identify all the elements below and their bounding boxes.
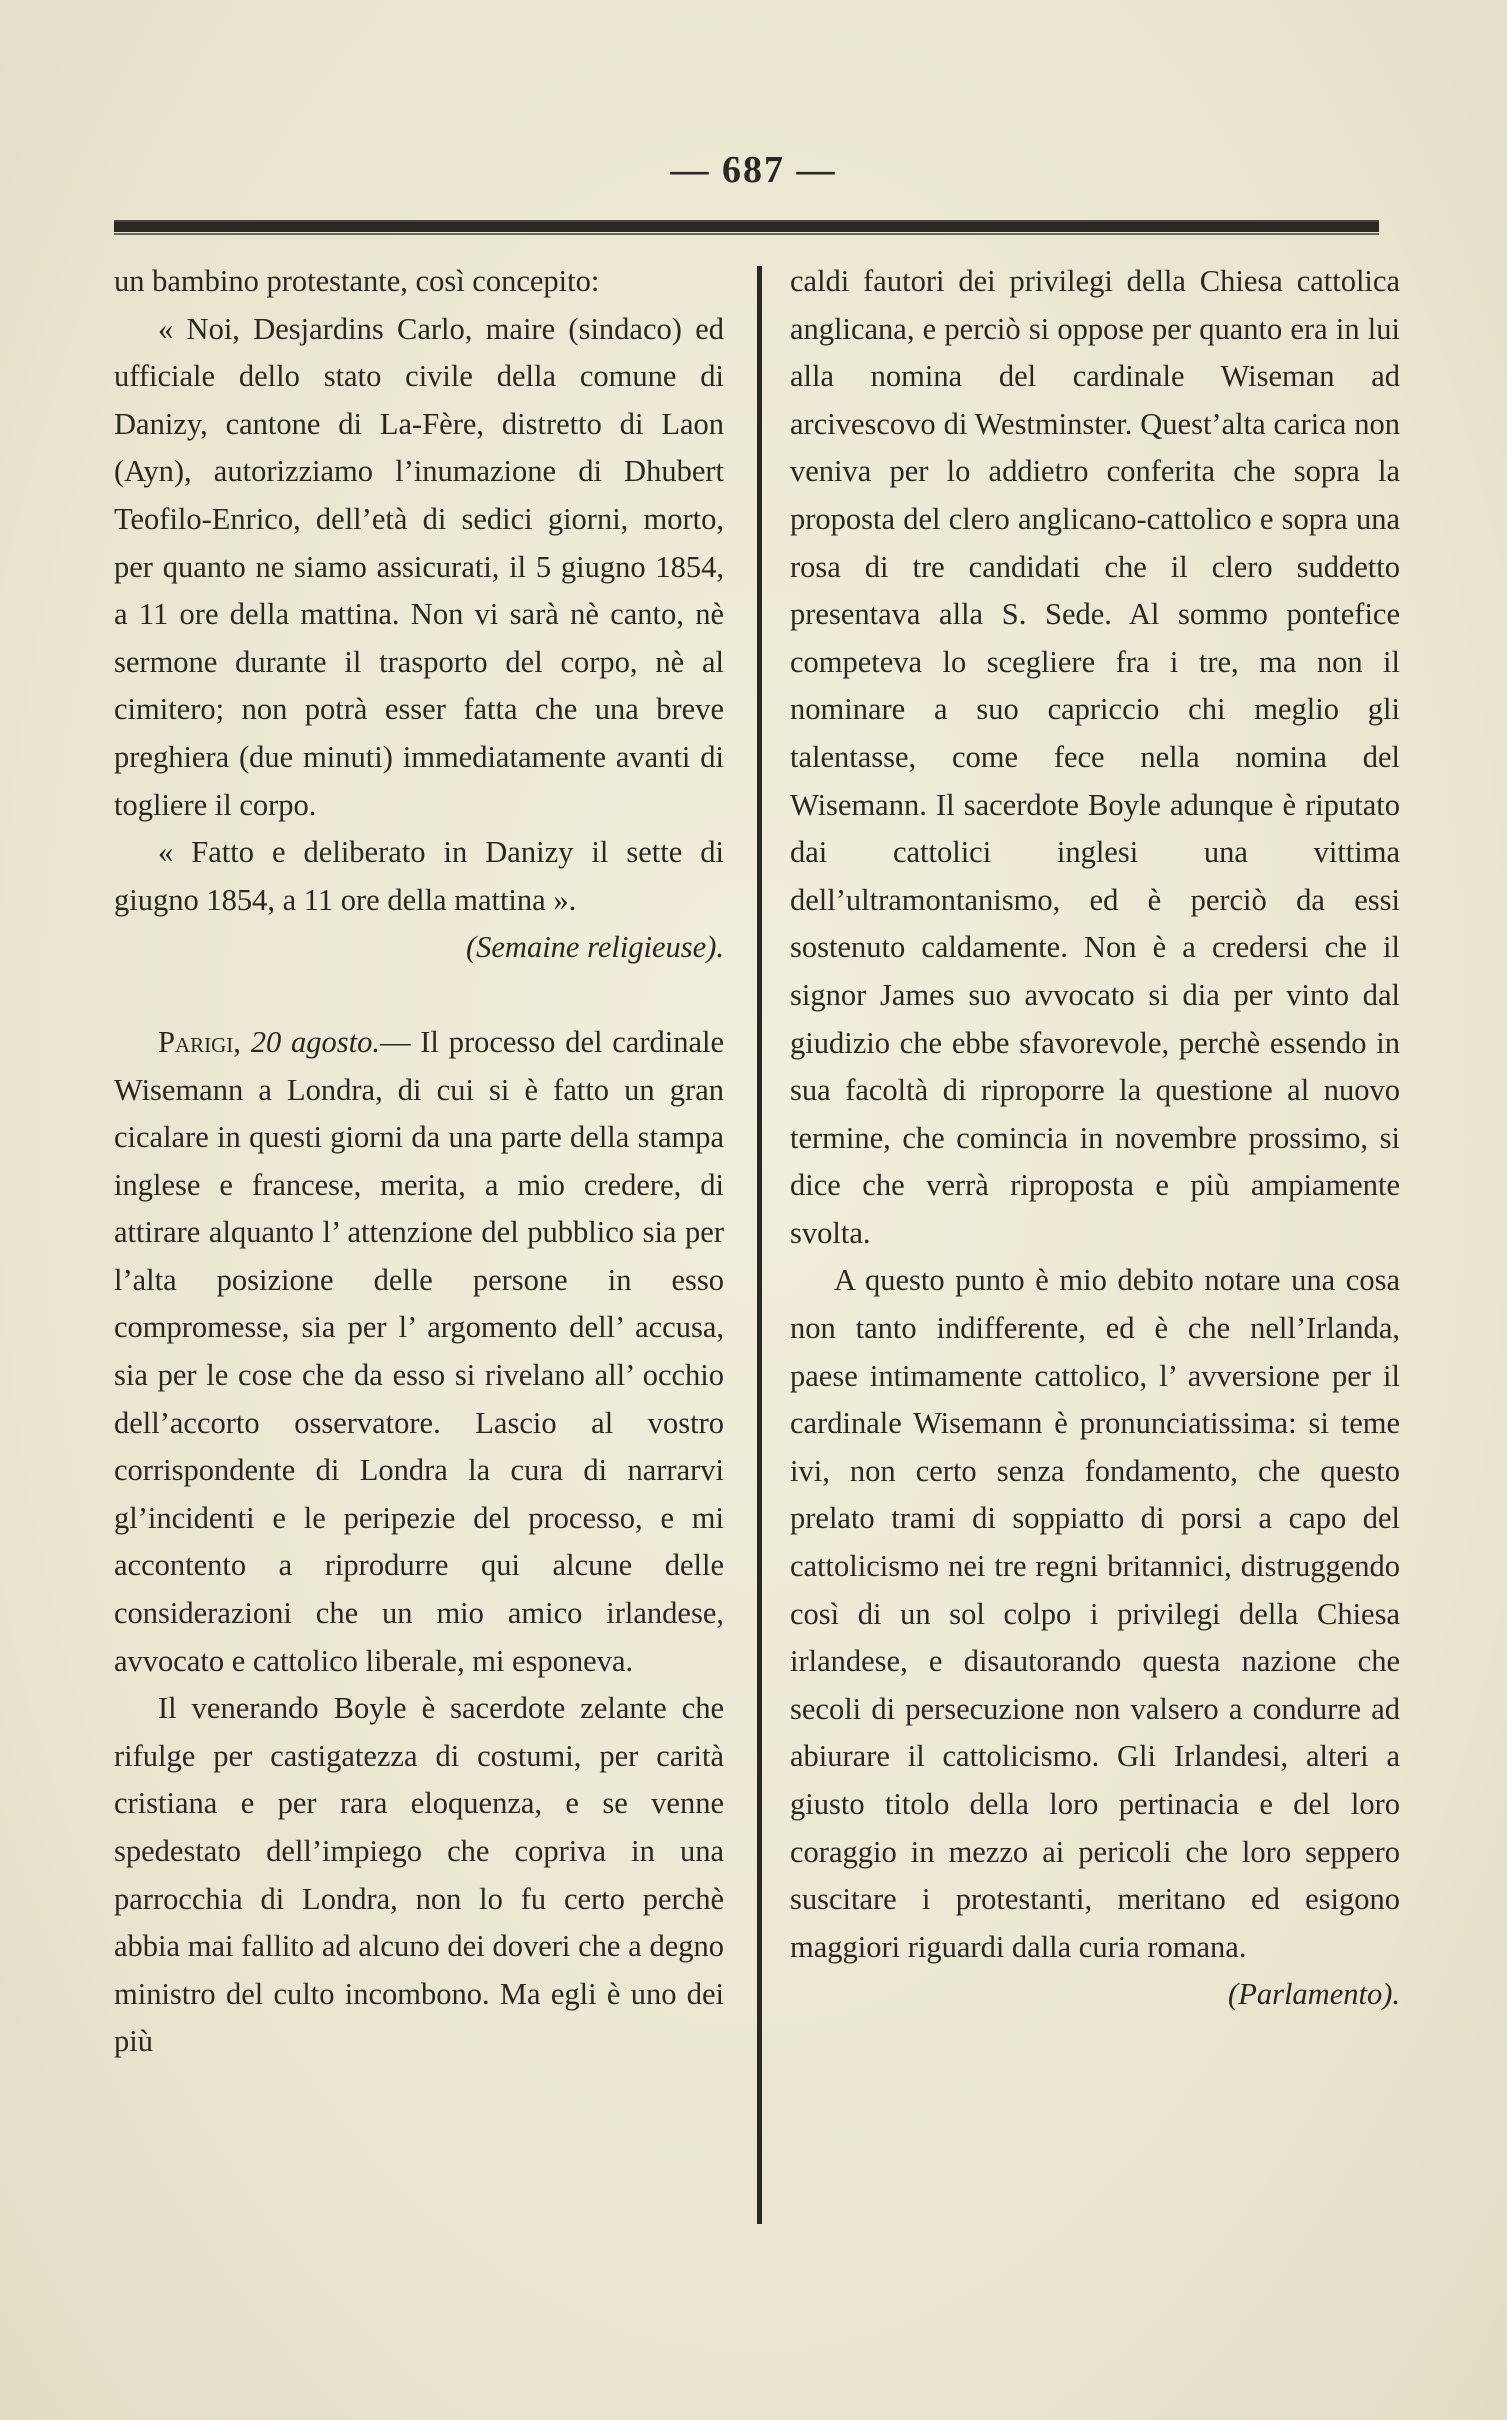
header-rule	[114, 220, 1379, 232]
left-column	[114, 258, 724, 2066]
source-citation: (Parlamento).	[1228, 1977, 1400, 2012]
paragraph-text: — Il processo del cardinale Wisemann a Londra, di cui si è fatto un gran cicalare in questi giorni da una parte della stampa inglese e francese, merita, a mio credere, di attirare alquanto l’ attenzione del pubblico sia per l’alta posizione delle persone in esso compromesse, sia per l’ argomento dell’ accusa, sia per le cose che da esso si rivelano all’ occhio dell’accorto osservatore. Lascio al vostro corrispondente di Londra la cura di narrarvi gl’incidenti e le peripezie del processo, e mi accontento a riprodurre qui alcune delle considerazioni che un mio amico irlandese, avvocato e cattolico liberale, mi esponeva.	[114, 1024, 725, 1678]
paragraph: « Noi, Desjardins Carlo, maire (sindaco) ed ufficiale dello stato civile della comune di Danizy, cantone di La-Fère, distretto di Laon (Ayn), autorizziamo l’inumazione di Dhubert Teofilo-Enrico, dell’età di sedici giorni, morto, per quanto ne siamo assicurati, il 5 giugno 1854, a 11 ore della mattina. Non vi sarà nè canto, nè sermone durante il trasporto del corpo, nè al cimitero; non potrà esser fatta che una breve preghiera (due minuti) immediatamente avanti di togliere il corpo.	[114, 311, 724, 822]
page-number: — 687 —	[670, 149, 837, 191]
paragraph: Il venerando Boyle è sacerdote zelante che rifulge per castigatezza di costumi, per carità cristiana e per rara eloquenza, e se venne spedestato dell’impiego che copriva in una parrocchia di Londra, non lo fu certo perchè abbia mai fallito ad alcuno dei doveri che a degno ministro del culto incombono. Ma egli è uno dei più	[114, 1691, 724, 2059]
paragraph: « Fatto e deliberato in Danizy il sette di giugno 1854, a 11 ore della mattina ».	[114, 835, 724, 917]
source-citation: (Semaine religieuse).	[465, 930, 724, 965]
right-column	[790, 258, 1400, 2019]
article-paragraph	[114, 1019, 724, 1685]
dateline-place: Parigi,	[158, 1024, 241, 1059]
paragraph: un bambino protestante, così concepito:	[114, 264, 600, 298]
header-rule-thin	[114, 233, 1379, 235]
paragraph: A questo punto è mio debito notare una cosa non tanto indifferente, ed è che nell’Irlanda, paese intimamente cattolico, l’ avversione per il cardinale Wisemann è pronunciatissima: si teme ivi, non certo senza fondamento, che questo prelato trami di soppiatto di porsi a capo del cattolicismo nei tre regni britannici, distruggendo così di un sol colpo i privilegi della Chiesa irlandese, e disautorando questa nazione che secoli di persecuzione non valsero a condurre ad abiurare il cattolicismo. Gli Irlandesi, alteri a giusto titolo della loro pertinacia e del loro coraggio in mezzo ai pericoli che loro seppero suscitare i protestanti, meritano ed esigono maggiori riguardi dalla curia romana.	[790, 1263, 1400, 1964]
spacer	[114, 972, 724, 1019]
column-divider	[757, 266, 762, 2224]
paragraph: caldi fautori dei privilegi della Chiesa cattolica anglicana, e perciò si oppose per quanto era in lui alla nomina del cardinale Wiseman ad arcivescovo di Westminster. Quest’alta carica non veniva per lo addietro conferita che sopra la proposta del clero anglicano-cattolico e sopra una rosa di tre candidati che il clero suddetto presentava alla S. Sede. Al sommo pontefice competeva lo scegliere fra i tre, ma non il nominare a suo capriccio chi meglio gli talentasse, come fece nella nomina del Wisemann. Il sacerdote Boyle adunque è riputato dai cattolici inglesi una vittima dell’ultramontanismo, ed è perciò da essi sostenuto caldamente. Non è a credersi che il signor James suo avvocato si dia per vinto dal giudizio che ebbe sfavorevole, perchè essendo in sua facoltà di riproporre la questione al nuovo termine, che comincia in novembre prossimo, si dice che verrà riproposta e più ampiamente svolta.	[790, 264, 1400, 1250]
dateline-date: 20 agosto.	[250, 1024, 380, 1059]
